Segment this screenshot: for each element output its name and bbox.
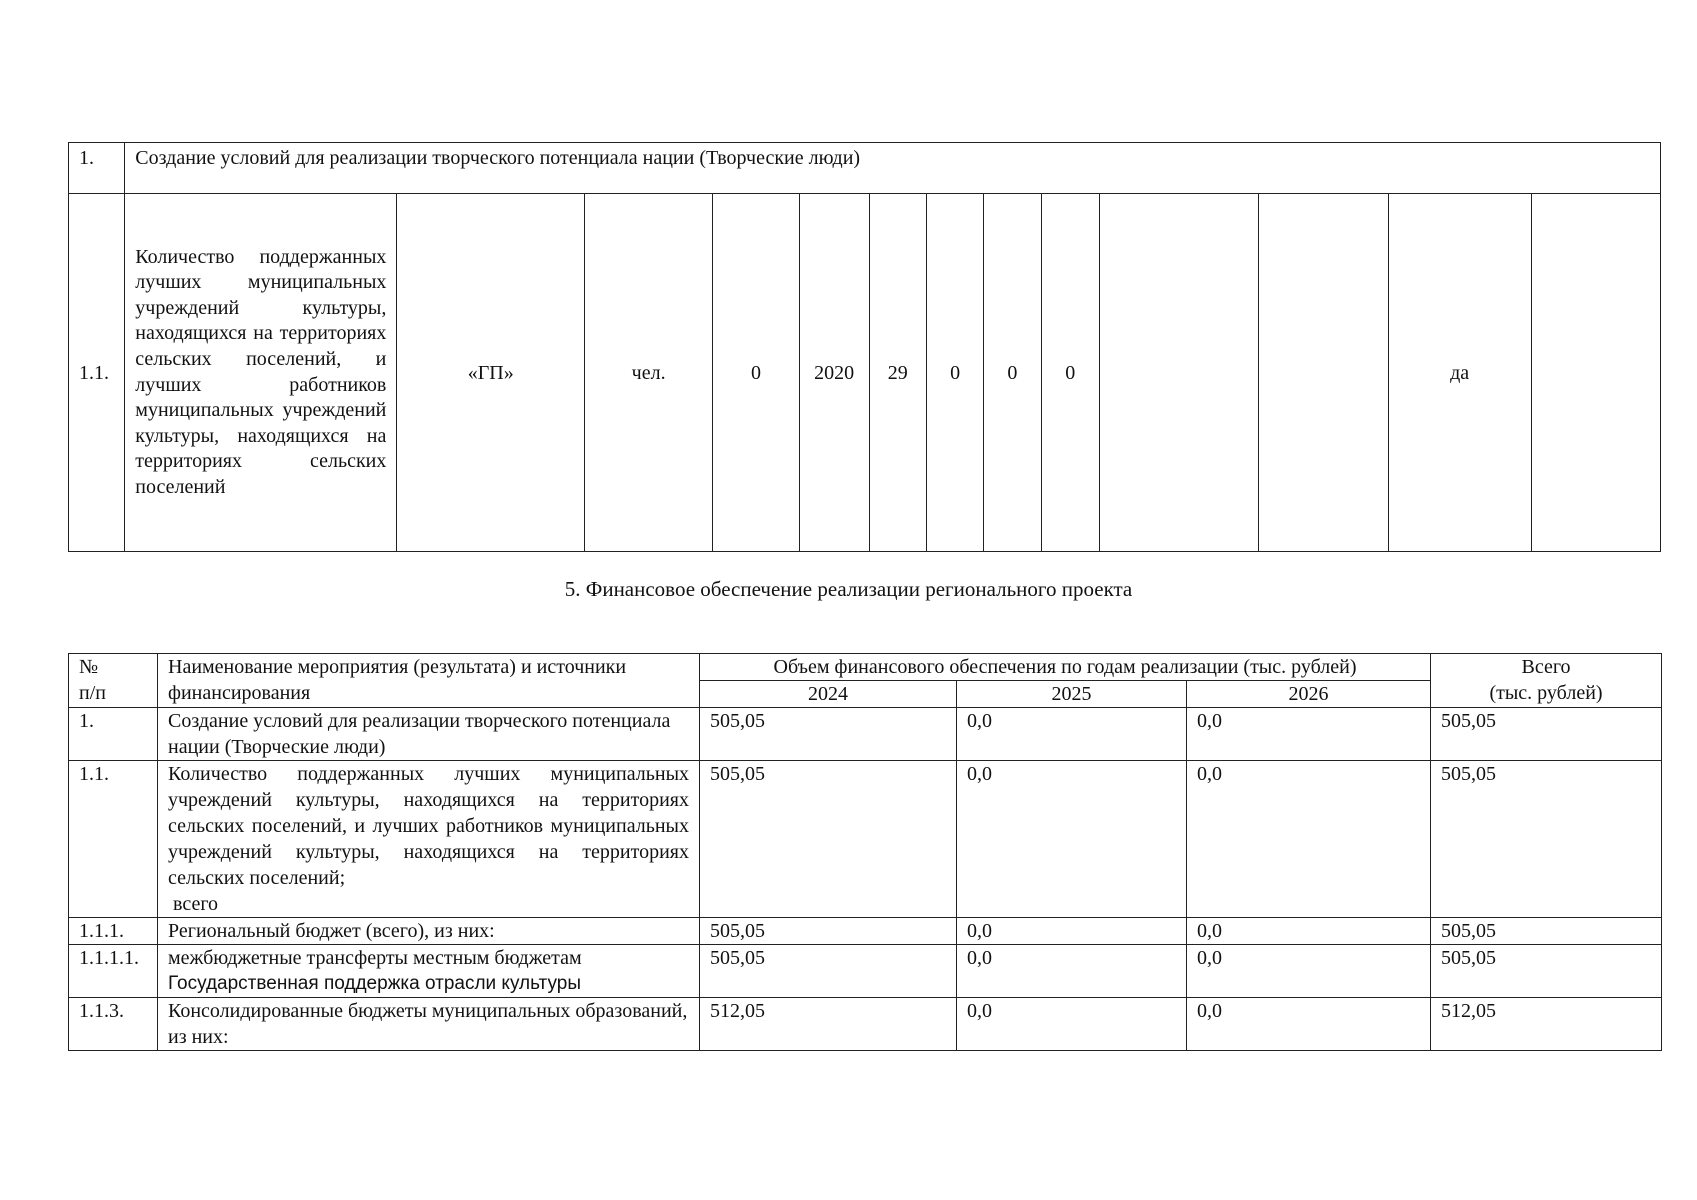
finance-row <box>69 998 1662 1051</box>
finance-row <box>69 945 1662 998</box>
row-name: межбюджетные трансферты местным бюджетам <box>168 947 582 969</box>
section-title: Создание условий для реализации творческого потенциала нации (Творческие люди) <box>125 143 1661 194</box>
indicator-value-1: 29 <box>869 194 926 552</box>
row-2026: 0,0 <box>1187 761 1431 918</box>
row-name: Количество поддержанных лучших муниципальных учреждений культуры, находящихся на территориях сельских поселений, и лучших работников муниципальных учреждений культуры, находящихся на территориях сельских поселений; <box>168 763 689 889</box>
row-name-cell <box>158 761 700 918</box>
finance-row <box>69 761 1662 918</box>
row-2025: 0,0 <box>957 761 1187 918</box>
indicators-table <box>68 142 1661 552</box>
header-year-2025: 2025 <box>957 681 1187 708</box>
row-number: 1. <box>69 708 158 761</box>
row-name-extra: Государственная поддержка отрасли культуры <box>168 973 581 994</box>
header-year-2026: 2026 <box>1187 681 1431 708</box>
row-2024: 505,05 <box>700 918 957 945</box>
row-2026: 0,0 <box>1187 945 1431 998</box>
indicator-value-2: 0 <box>926 194 983 552</box>
row-name-cell <box>158 945 700 998</box>
finance-row <box>69 918 1662 945</box>
indicator-base-value: 0 <box>713 194 800 552</box>
finance-header-row <box>69 654 1662 681</box>
indicator-name: Количество поддержанных лучших муниципальных учреждений культуры, находящихся на территориях сельских поселений, и лучших работников муниципальных учреждений культуры, находящихся на территориях сельских поселений <box>125 194 397 552</box>
row-name: Консолидированные бюджеты муниципальных образований, из них: <box>158 998 700 1051</box>
finance-table <box>68 653 1662 1051</box>
indicator-level: «ГП» <box>397 194 585 552</box>
indicator-row <box>69 194 1661 552</box>
row-number: 1.1.3. <box>69 998 158 1051</box>
row-name: Региональный бюджет (всего), из них: <box>158 918 700 945</box>
indicator-empty-cell <box>1099 194 1259 552</box>
indicator-number: 1.1. <box>69 194 125 552</box>
row-number: 1.1.1.1. <box>69 945 158 998</box>
row-2026: 0,0 <box>1187 998 1431 1051</box>
row-2024: 505,05 <box>700 945 957 998</box>
indicator-unit: чел. <box>585 194 713 552</box>
header-number: № п/п <box>69 654 158 708</box>
finance-row <box>69 708 1662 761</box>
row-total: 505,05 <box>1431 761 1662 918</box>
row-2024: 512,05 <box>700 998 957 1051</box>
indicator-empty-cell <box>1259 194 1388 552</box>
indicator-value-4: 0 <box>1041 194 1099 552</box>
row-total: 505,05 <box>1431 918 1662 945</box>
indicator-value-3: 0 <box>984 194 1041 552</box>
header-year-2024: 2024 <box>700 681 957 708</box>
section-number: 1. <box>69 143 125 194</box>
row-2025: 0,0 <box>957 998 1187 1051</box>
section-5-title: 5. Финансовое обеспечение реализации регионального проекта <box>564 577 1133 601</box>
row-2025: 0,0 <box>957 945 1187 998</box>
row-total: 505,05 <box>1431 708 1662 761</box>
indicator-base-year: 2020 <box>799 194 869 552</box>
row-number: 1.1.1. <box>69 918 158 945</box>
indicator-flag: да <box>1388 194 1531 552</box>
row-total: 505,05 <box>1431 945 1662 998</box>
header-volume: Объем финансового обеспечения по годам реализации (тыс. рублей) <box>700 654 1431 681</box>
row-name-extra: всего <box>168 893 219 915</box>
row-total: 512,05 <box>1431 998 1662 1051</box>
row-2024: 505,05 <box>700 761 957 918</box>
indicator-empty-cell <box>1531 194 1660 552</box>
row-name: Создание условий для реализации творческого потенциала нации (Творческие люди) <box>158 708 700 761</box>
row-2025: 0,0 <box>957 918 1187 945</box>
header-name: Наименование мероприятия (результата) и источники финансирования <box>158 654 700 708</box>
row-number: 1.1. <box>69 761 158 918</box>
row-2025: 0,0 <box>957 708 1187 761</box>
header-total: Всего (тыс. рублей) <box>1431 654 1662 708</box>
indicator-section-row <box>69 143 1661 194</box>
row-2026: 0,0 <box>1187 708 1431 761</box>
row-2026: 0,0 <box>1187 918 1431 945</box>
row-2024: 505,05 <box>700 708 957 761</box>
